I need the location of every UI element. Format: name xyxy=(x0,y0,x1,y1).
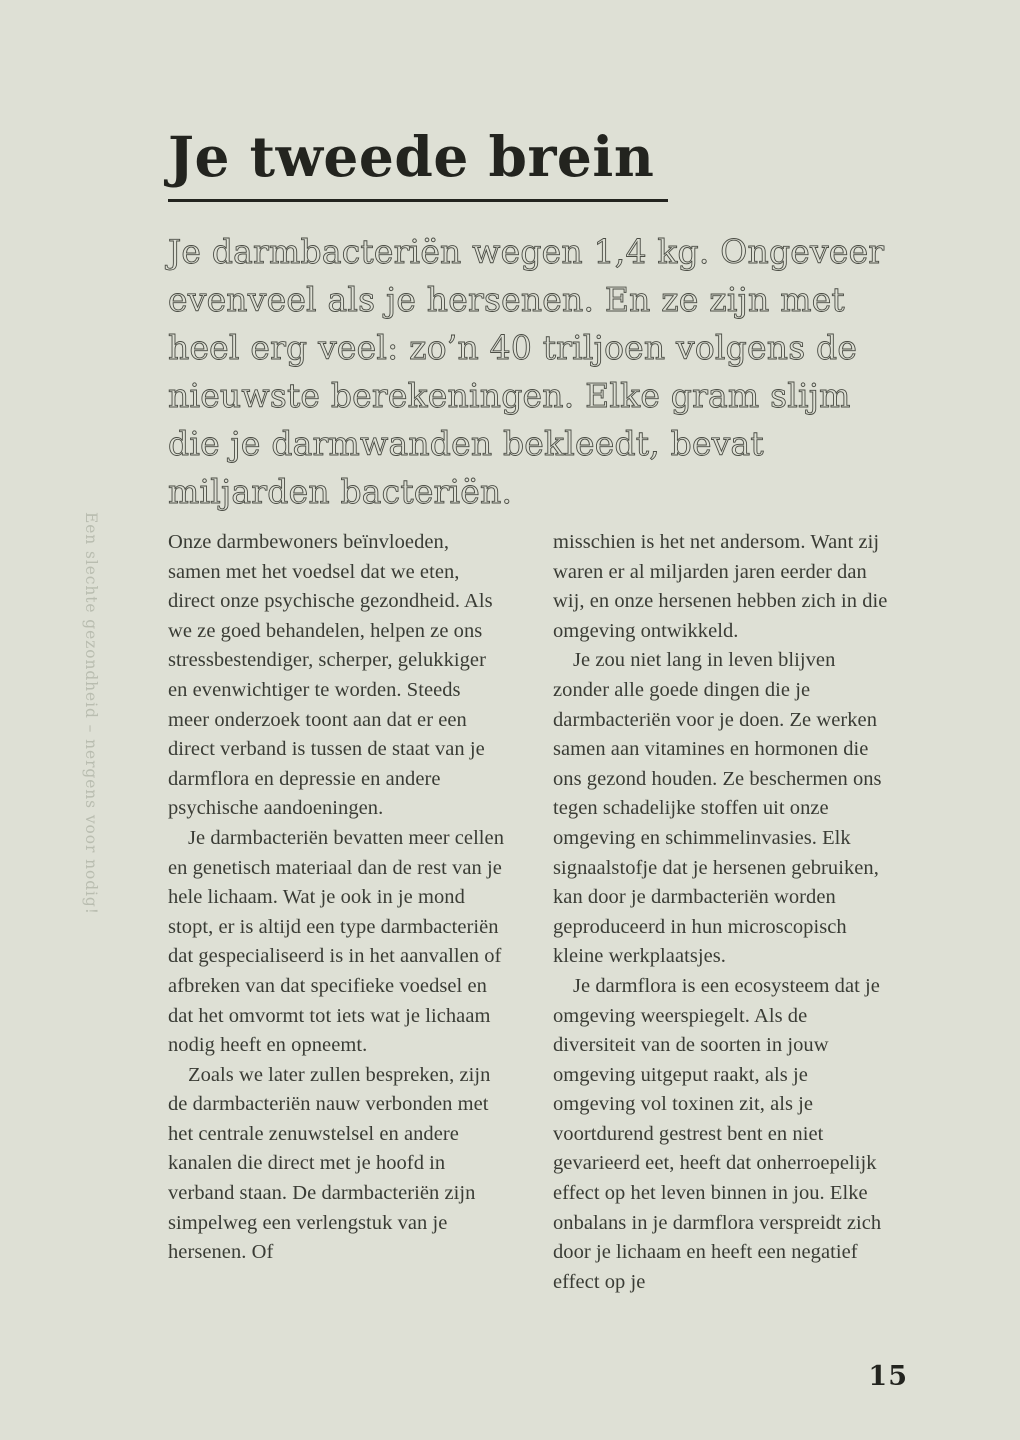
left-text-column xyxy=(168,528,505,1297)
page-title: Je tweede brein xyxy=(168,124,655,189)
paragraph: Je zou niet lang in leven blijven zonder alle goede dingen die je darmbacteriën voor je doen. Ze werken samen aan vitamines en hormonen die ons gezond houden. Ze beschermen ons tegen schadelijke stoffen uit onze omgeving en schimmelinvasies. Elk signaalstofje dat je hersenen gebruiken, kan door je darmbacteriën worden geproduceerd in hun microscopisch kleine werkplaatsjes. xyxy=(553,649,882,968)
standfirst-text: Je darmbacteriën wegen 1,4 kg. Ongeveer evenveel als je hersenen. En ze zijn met heel erg veel: zo’n 40 triljoen volgens de nieuwste berekeningen. Elke gram slijm die je darmwanden bekleedt, bevat miljarden bacteriën. xyxy=(168,231,885,511)
paragraph: Zoals we later zullen bespreken, zijn de darmbacteriën nauw verbonden met het centrale zenuwstelsel en andere kanalen die direct met je hoofd in verband staan. De darmbacteriën zijn simpelweg een verlengstuk van je hersenen. Of xyxy=(168,1063,491,1264)
paragraph: misschien is het net andersom. Want zij waren er al miljarden jaren eerder dan wij, en onze hersenen hebben zich in die omgeving ontwikkeld. xyxy=(553,531,888,642)
chapter-header xyxy=(168,124,928,516)
title-underline-rule xyxy=(168,199,668,202)
running-head-text: Een slechte gezondheid – nergens voor nodig! xyxy=(82,512,100,915)
page-number: 15 xyxy=(868,1361,908,1392)
paragraph: Je darmflora is een ecosysteem dat je omgeving weerspiegelt. Als de diversiteit van de soorten in jouw omgeving uitgeput raakt, als je omgeving vol toxinen zit, als je voortdurend gestrest bent en niet gevarieerd eet, heeft dat onherroepelijk effect op het leven binnen in jou. Elke onbalans in je darmflora verspreidt zich door je lichaam en heeft een negatief effect op je xyxy=(553,974,882,1293)
body-columns xyxy=(168,528,890,1297)
right-text-column xyxy=(553,528,890,1297)
paragraph: Je darmbacteriën bevatten meer cellen en genetisch materiaal dan de rest van je hele lichaam. Wat je ook in je mond stopt, er is altijd een type darmbacteriën dat gespecialiseerd is in het aanvallen of afbreken van dat specifieke voedsel en dat het omvormt tot iets wat je lichaam nodig heeft en opneemt. xyxy=(168,826,505,1057)
paragraph: Onze darmbewoners beïnvloeden, samen met het voedsel dat we eten, direct onze psychische gezondheid. Als we ze goed behandelen, helpen ze ons stressbestendiger, scherper, gelukkiger en evenwichtiger te worden. Steeds meer onderzoek toont aan dat er een direct verband is tussen de staat van je darmflora en depressie en andere psychische aandoeningen. xyxy=(168,531,493,820)
